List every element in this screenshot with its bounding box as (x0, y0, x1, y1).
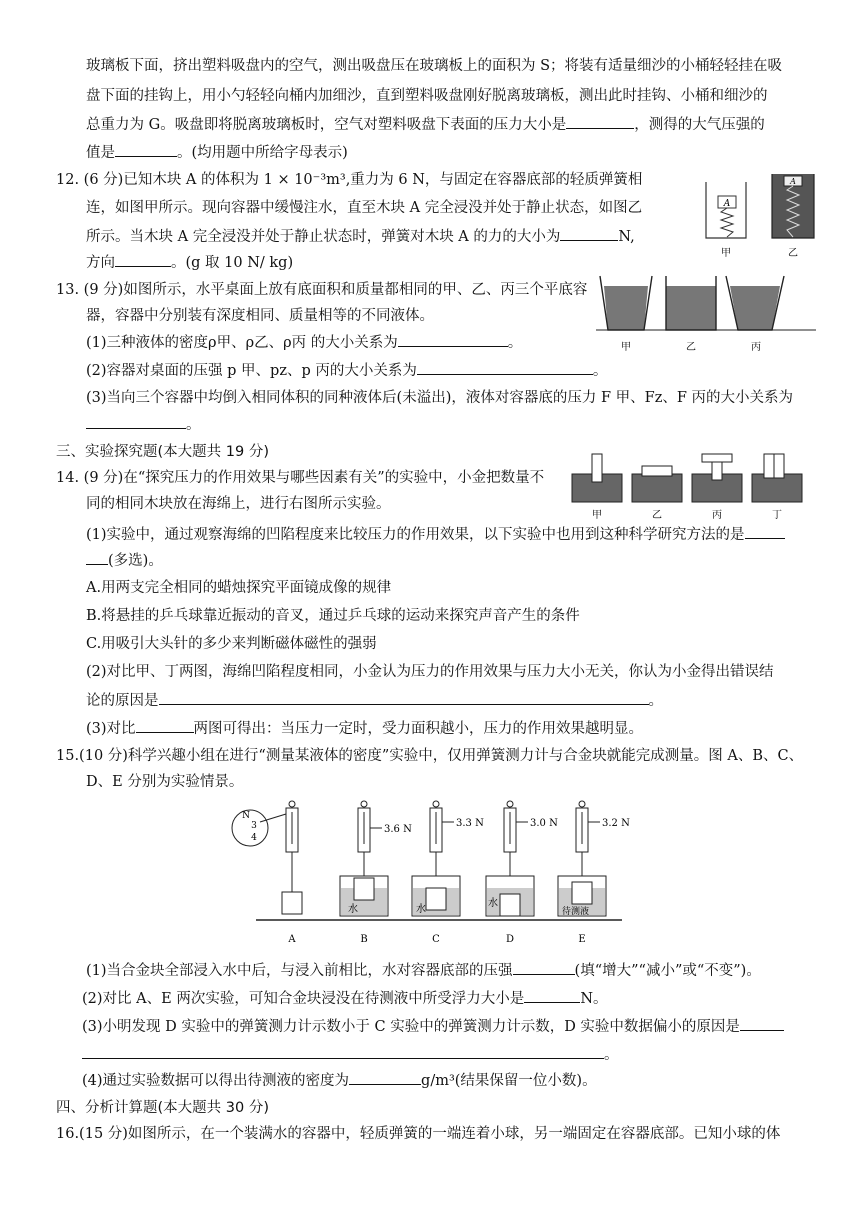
q14-line-1: 14. (9 分)在“探究压力的作用效果与哪些因素有关”的实验中，小金把数量不 (56, 470, 545, 486)
q11-line-4 (86, 142, 348, 163)
q15-line-4-end: N。 (580, 991, 608, 1007)
fig-label-jia: 甲 (721, 248, 731, 259)
q14-line-8: (2)对比甲、丁两图，海绵凹陷程度相同，小金认为压力的作用效果与压力大小无关，你认为小金得出错误结 (86, 664, 774, 680)
q15-line-4-text: (2)对比 A、E 两次实验，可知合金块浸没在待测液中所受浮力大小是 (82, 991, 525, 1007)
q14-line-9 (86, 690, 663, 711)
scale-tick-4: 4 (251, 833, 257, 843)
q14-line-3-text: (1)实验中，通过观察海绵的凹陷程度来比较压力的作用效果，以下实验中也用到这种科学研究方法的是 (86, 527, 745, 543)
q14-line-10-end: 两图可得出：当压力一定时，受力面积越小，压力的作用效果越明显。 (193, 721, 644, 737)
spring-scale-d (486, 801, 558, 916)
scale-tick-3: 3 (251, 821, 257, 831)
q15-line-7 (82, 1070, 597, 1091)
q15-line-5 (82, 1016, 784, 1037)
fig-label-yi: 乙 (686, 342, 696, 353)
answer-blank[interactable] (86, 414, 186, 429)
fig-label-jia: 甲 (621, 342, 631, 353)
reading-e: 3.2 N (602, 818, 630, 829)
q15-line-7-end: g/m³(结果保留一位小数)。 (421, 1073, 597, 1089)
q13-line-4-text: (2)容器对桌面的压强 p 甲、pz、p 丙的大小关系为 (86, 363, 417, 379)
q14-line-4 (86, 550, 163, 571)
q13-line-5: (3)当向三个容器中均倒入相同体积的同种液体后(未溢出)，液体对容器底的压力 F 甲、Fz、F 丙的大小关系为 (86, 390, 793, 406)
section-3-heading: 三、实验探究题(本大题共 19 分) (56, 444, 269, 460)
answer-blank[interactable] (417, 360, 593, 375)
q12-line-2: 连，如图甲所示。现向容器中缓慢注水，直至木块 A 完全浸没并处于静止状态，如图乙 (86, 200, 643, 216)
section-4-heading: 四、分析计算题(本大题共 30 分) (56, 1100, 269, 1116)
answer-blank[interactable] (115, 142, 177, 157)
liquid-label-c: 水 (416, 904, 426, 915)
answer-blank[interactable] (566, 114, 634, 129)
q15-line-2: D、E 分别为实验情景。 (86, 774, 244, 790)
q13-line-4 (86, 360, 607, 381)
q15-line-3-text: (1)当合金块全部浸入水中后，与浸入前相比，水对容器底部的压强 (86, 963, 513, 979)
q11-line-3 (86, 114, 765, 135)
q13-line-3 (86, 332, 522, 353)
answer-blank[interactable] (82, 1044, 604, 1059)
q15-line-4 (82, 988, 608, 1009)
q12-line-1: 12. (6 分)已知木块 A 的体积为 1 × 10⁻³m³,重力为 6 N，与固定在容器底部的轻质弹簧相 (56, 172, 643, 188)
q15-line-7-text: (4)通过实验数据可以得出待测液的密度为 (82, 1073, 350, 1089)
spring-scale-b (340, 801, 412, 916)
reading-d: 3.0 N (530, 818, 558, 829)
answer-blank[interactable] (560, 226, 618, 241)
liquid-label-b: 水 (348, 904, 358, 915)
q13-line-6-end: 。 (186, 417, 201, 433)
q12-line-4-end: 。(g 取 10 N/ kg) (171, 255, 294, 271)
spring-scale-a (282, 801, 302, 914)
q13-line-2: 器，容器中分别装有深度相同、质量相等的不同液体。 (86, 308, 434, 324)
fig-label-b: B (360, 934, 368, 945)
answer-blank[interactable] (86, 550, 108, 565)
scale-unit: N (242, 811, 250, 821)
answer-blank[interactable] (513, 960, 575, 975)
q15-spring-scale-figure (226, 796, 630, 948)
q13-line-3-text: (1)三种液体的密度ρ甲、ρ乙、ρ丙 的大小关系为 (86, 335, 398, 351)
q15-line-1: 15.(10 分)科学兴趣小组在进行“测量某液体的密度”实验中，仅用弹簧测力计与合金块就能完成测量。图 A、B、C、 (56, 748, 804, 764)
fig-label-yi: 乙 (652, 510, 662, 521)
block-a-label: A (723, 199, 731, 209)
q12-line-3-text: 所示。当木块 A 完全浸没并处于静止状态时，弹簧对木块 A 的力的大小为 (86, 229, 561, 245)
q12-line-4-text: 方向 (86, 255, 115, 271)
q14-option-c: C.用吸引大头针的多少来判断磁体磁性的强弱 (86, 636, 377, 652)
fig-label-yi: 乙 (788, 248, 798, 259)
liquid-label-d: 水 (488, 898, 498, 909)
liquid-label-e: 待测液 (562, 907, 590, 917)
reading-c: 3.3 N (456, 818, 484, 829)
q14-line-3 (86, 524, 785, 545)
q11-line-3-end: ，测得的大气压强的 (634, 117, 765, 133)
answer-blank[interactable] (115, 252, 171, 267)
q15-line-6-end: 。 (604, 1047, 619, 1063)
q15-line-5-text: (3)小明发现 D 实验中的弹簧测力计示数小于 C 实验中的弹簧测力计示数，D 实验中数据偏小的原因是 (82, 1019, 740, 1035)
fig-label-c: C (432, 934, 440, 945)
q14-line-2: 同的相同木块放在海绵上，进行右图所示实验。 (86, 496, 391, 512)
q13-containers-figure (596, 272, 818, 356)
q12-line-3-end: N, (618, 229, 635, 245)
block-a-label: A (790, 177, 796, 186)
q16-line-1: 16.(15 分)如图所示，在一个装满水的容器中，轻质弹簧的一端连着小球，另一端固定在容器底部。已知小球的体 (56, 1126, 781, 1142)
fig-label-d: D (505, 934, 515, 945)
q14-option-a: A.用两支完全相同的蜡烛探究平面镜成像的规律 (86, 580, 392, 596)
answer-blank[interactable] (398, 332, 508, 347)
answer-blank[interactable] (349, 1070, 421, 1085)
q15-line-3 (86, 960, 761, 981)
q13-line-4-end: 。 (592, 363, 608, 379)
fig-label-e: E (578, 934, 586, 945)
q14-line-10 (86, 718, 643, 739)
fig-label-ding: 丁 (772, 510, 782, 521)
q15-line-3-end: (填“增大”“减小”或“不变”)。 (574, 963, 761, 979)
answer-blank[interactable] (159, 690, 649, 705)
q11-line-2: 盘下面的挂钩上，用小勺轻轻向桶内加细沙，直到塑料吸盘刚好脱离玻璃板，测出此时挂钩、小桶和细沙的 (86, 88, 768, 104)
answer-blank[interactable] (740, 1016, 784, 1031)
q14-line-10-text: (3)对比 (86, 721, 136, 737)
fig-label-bing: 丙 (712, 510, 722, 521)
q13-line-6 (86, 414, 201, 435)
spring-scale-e (558, 801, 630, 917)
answer-blank[interactable] (745, 524, 785, 539)
answer-blank[interactable] (136, 718, 194, 733)
q12-line-3 (86, 226, 635, 247)
q13-line-1: 13. (9 分)如图所示，水平桌面上放有底面积和质量都相同的甲、乙、丙三个平底容 (56, 282, 588, 298)
q14-option-b: B.将悬挂的乒乓球靠近振动的音叉，通过乒乓球的运动来探究声音产生的条件 (86, 608, 580, 624)
fig-label-jia: 甲 (592, 510, 602, 521)
fig-label-a: A (288, 934, 296, 945)
q14-line-9-text: 论的原因是 (86, 693, 159, 709)
fig-label-bing: 丙 (751, 342, 761, 353)
q14-line-4-end: (多选)。 (108, 553, 163, 569)
q11-line-3-text: 总重力为 G。吸盘即将脱离玻璃板时，空气对塑料吸盘下表面的压力大小是 (86, 117, 567, 133)
q11-line-4-text: 值是 (86, 145, 115, 161)
q11-line-4-end: 。(均用题中所给字母表示) (177, 145, 348, 161)
q15-line-6 (82, 1044, 619, 1065)
spring-scale-c (412, 801, 484, 916)
reading-b: 3.6 N (384, 824, 412, 835)
q13-line-3-end: 。 (507, 335, 523, 351)
answer-blank[interactable] (524, 988, 580, 1003)
q12-spring-figure (694, 168, 824, 260)
q14-line-9-end: 。 (648, 693, 663, 709)
q12-line-4 (86, 252, 293, 273)
q14-sponge-figure (566, 452, 816, 522)
q11-line-1: 玻璃板下面，挤出塑料吸盘内的空气，测出吸盘压在玻璃板上的面积为 S；将装有适量细沙的小桶轻轻挂在吸 (86, 58, 783, 74)
